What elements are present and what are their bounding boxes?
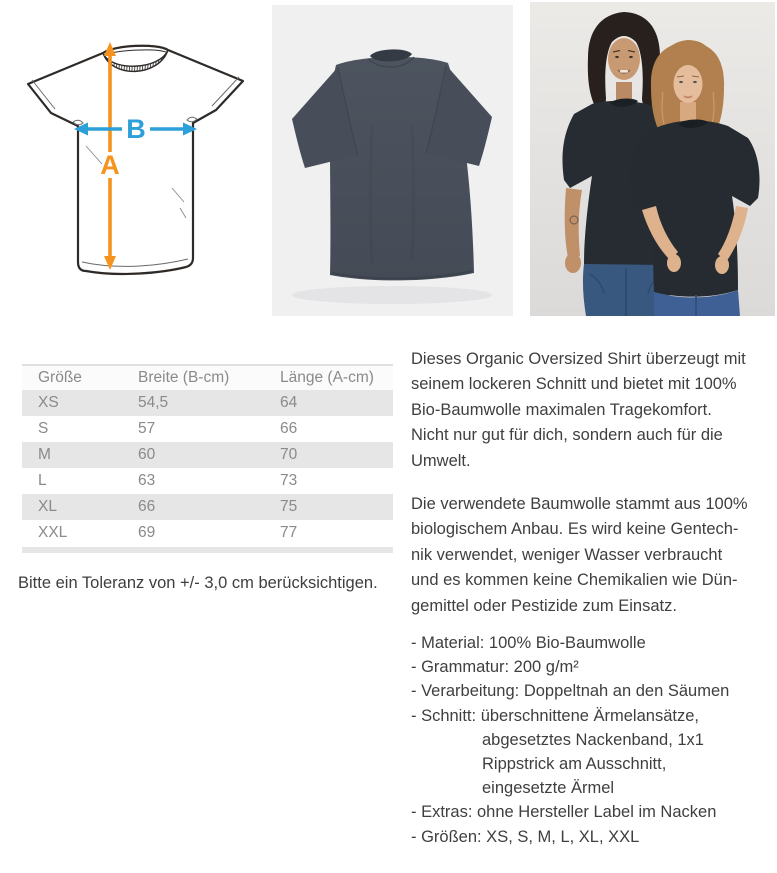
table-cell: 69 xyxy=(138,524,156,541)
text-line: Bio-Baumwolle maximalen Tragekomfort. xyxy=(411,400,712,419)
description-paragraph-2 xyxy=(411,492,777,619)
table-cell: 57 xyxy=(138,420,156,437)
text-line: gemittel oder Pestizide zum Einsatz. xyxy=(411,596,677,615)
table-row xyxy=(22,390,393,416)
text-line: seinem lockeren Schnitt und bietet mit 100% xyxy=(411,375,737,394)
table-cell: XXL xyxy=(38,524,68,541)
column-header-size: Größe xyxy=(38,369,82,386)
table-cell: 64 xyxy=(280,394,298,411)
size-diagram-image xyxy=(24,30,244,280)
table-cell: 75 xyxy=(280,498,298,515)
text-line: biologischem Anbau. Es wird keine Gentech- xyxy=(411,520,739,539)
tshirt-measure-diagram xyxy=(24,30,244,280)
text-line: - Grammatur: 200 g/m² xyxy=(411,658,579,677)
text-line: - Schnitt: überschnittene Ärmelansätze, xyxy=(411,706,699,725)
description-paragraph-1 xyxy=(411,347,777,474)
table-row xyxy=(22,468,393,494)
product-front-photo xyxy=(272,5,513,316)
table-cell: 66 xyxy=(280,420,298,437)
table-cell: 77 xyxy=(280,524,298,541)
table-row xyxy=(22,442,393,468)
text-line: - Verarbeitung: Doppeltnah an den Säumen xyxy=(411,682,730,701)
text-line: abgesetztes Nackenband, 1x1 xyxy=(482,730,704,749)
models-photo xyxy=(530,2,775,316)
text-line: eingesetzte Ärmel xyxy=(482,779,615,798)
text-line: Rippstrick am Ausschnitt, xyxy=(482,755,667,774)
column-header-length: Länge (A-cm) xyxy=(280,369,374,386)
table-cell: L xyxy=(38,472,47,489)
table-cell: 70 xyxy=(280,446,298,463)
text-line: - Extras: ohne Hersteller Label im Nacken xyxy=(411,803,717,822)
table-cell: M xyxy=(38,446,51,463)
text-line: und es kommen keine Chemikalien wie Dün- xyxy=(411,571,738,590)
table-row xyxy=(22,494,393,520)
text-line: - Größen: XS, S, M, L, XL, XXL xyxy=(411,827,640,846)
table-bottom-bar xyxy=(22,547,393,553)
table-cell: 73 xyxy=(280,472,298,489)
table-row xyxy=(22,520,393,546)
size-table-body xyxy=(22,390,393,546)
column-header-width: Breite (B-cm) xyxy=(138,369,230,386)
text-line: Nicht nur gut für dich, sondern auch für die xyxy=(411,426,723,445)
table-cell: 54,5 xyxy=(138,394,169,411)
size-chart-table xyxy=(22,364,393,553)
table-cell: S xyxy=(38,420,49,437)
tolerance-note: Bitte ein Toleranz von +/- 3,0 cm berücksichtigen. xyxy=(18,574,378,592)
length-label: A xyxy=(100,150,120,180)
table-cell: XL xyxy=(38,498,57,515)
tshirt-outline xyxy=(28,46,243,274)
table-cell: 63 xyxy=(138,472,156,489)
text-line: - Material: 100% Bio-Baumwolle xyxy=(411,634,646,653)
text-line: Dieses Organic Oversized Shirt überzeugt mit xyxy=(411,350,746,368)
text-line: nik verwendet, weniger Wasser verbraucht xyxy=(411,545,723,564)
description-specs-list xyxy=(411,631,777,849)
text-line: Umwelt. xyxy=(411,451,471,470)
table-cell: 66 xyxy=(138,498,156,515)
product-description xyxy=(411,347,777,849)
width-label: B xyxy=(126,114,146,144)
table-cell: XS xyxy=(38,394,59,411)
table-row xyxy=(22,416,393,442)
table-header xyxy=(22,364,393,390)
table-cell: 60 xyxy=(138,446,156,463)
text-line: Die verwendete Baumwolle stammt aus 100% xyxy=(411,495,748,514)
